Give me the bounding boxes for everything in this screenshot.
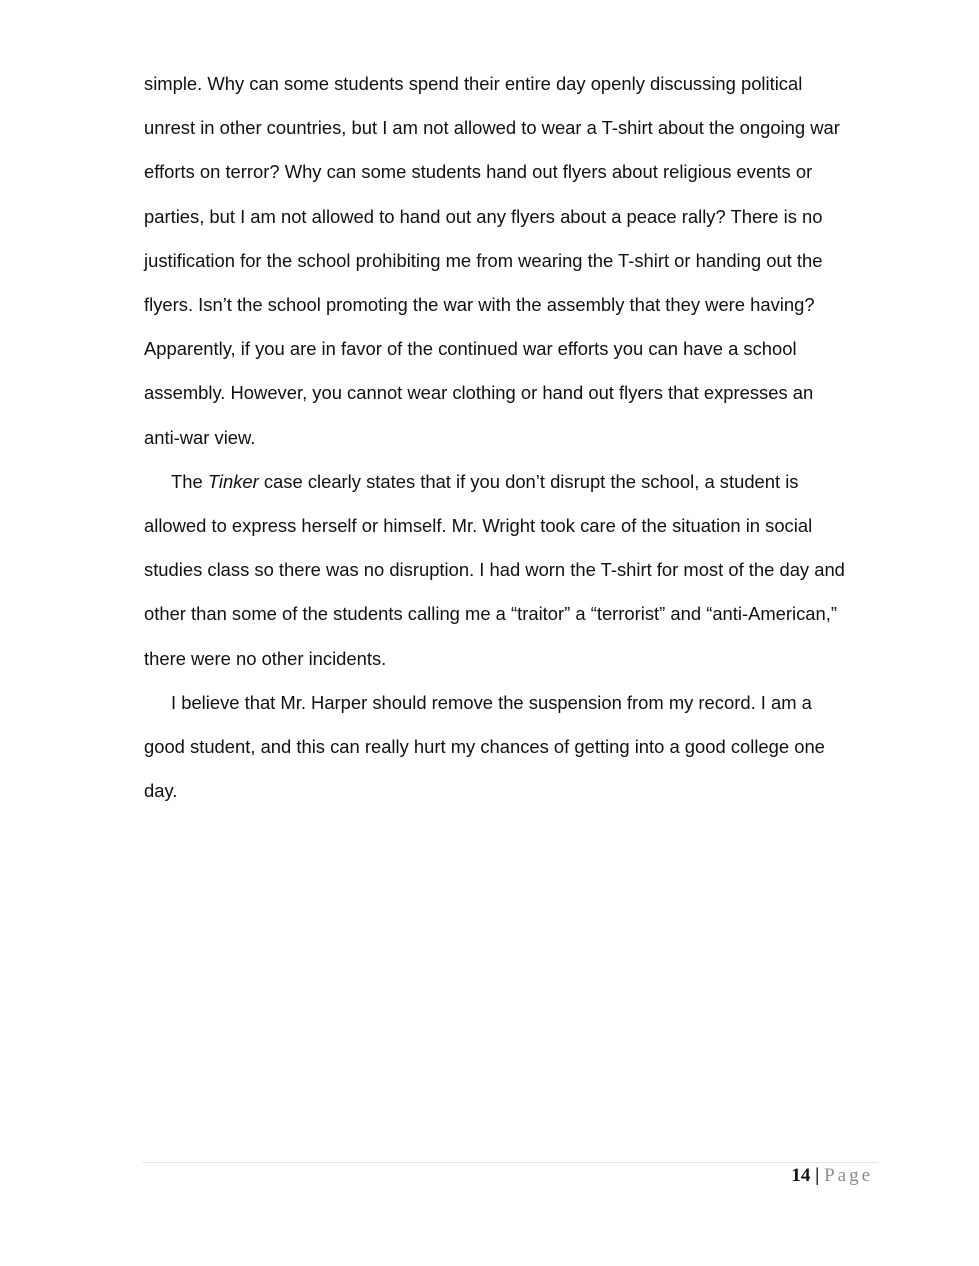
footer-divider xyxy=(142,1162,878,1163)
p3-line-3: day. xyxy=(144,780,178,802)
p3-line-2: good student, and this can really hurt my chances of getting into a good college one xyxy=(144,736,825,758)
p3-line-1: I believe that Mr. Harper should remove the suspension from my record. I am a xyxy=(171,691,812,713)
p1-line-2: unrest in other countries, but I am not allowed to wear a T-shirt about the ongoing war xyxy=(144,117,840,139)
page-number: 14 xyxy=(791,1165,811,1186)
p2-line-2: allowed to express herself or himself. Mr. Wright took care of the situation in social xyxy=(144,515,813,537)
p1-line-4: parties, but I am not allowed to hand out any flyers about a peace rally? There is no xyxy=(144,205,823,227)
p1-line-6: flyers. Isn’t the school promoting the war with the assembly that they were having? xyxy=(144,294,815,316)
p2-line-5: there were no other incidents. xyxy=(144,647,387,669)
footer-separator: | xyxy=(815,1165,820,1186)
p2-line-1 xyxy=(144,460,889,504)
page-label: Page xyxy=(824,1165,873,1186)
body-text xyxy=(144,62,889,813)
p2-line-4: other than some of the students calling me a “traitor” a “terrorist” and “anti-American,” xyxy=(144,603,837,625)
p1-line-5: justification for the school prohibiting me from wearing the T-shirt or handing out the xyxy=(144,249,823,271)
case-name-italic: Tinker xyxy=(207,470,259,492)
p2-line-1-before: The xyxy=(171,470,208,492)
p1-line-8: assembly. However, you cannot wear clothing or hand out flyers that expresses an xyxy=(144,382,814,404)
p1-line-7: Apparently, if you are in favor of the continued war efforts you can have a school xyxy=(144,338,797,360)
p1-line-1: simple. Why can some students spend their entire day openly discussing political xyxy=(144,73,803,94)
page-footer xyxy=(791,1163,873,1189)
p1-line-3: efforts on terror? Why can some students hand out flyers about religious events or xyxy=(144,161,813,183)
p1-line-9: anti-war view. xyxy=(144,426,256,448)
p2-line-1-after: case clearly states that if you don’t disrupt the school, a student is xyxy=(258,470,799,492)
p2-line-3: studies class so there was no disruption. I had worn the T-shirt for most of the day and xyxy=(144,559,845,581)
